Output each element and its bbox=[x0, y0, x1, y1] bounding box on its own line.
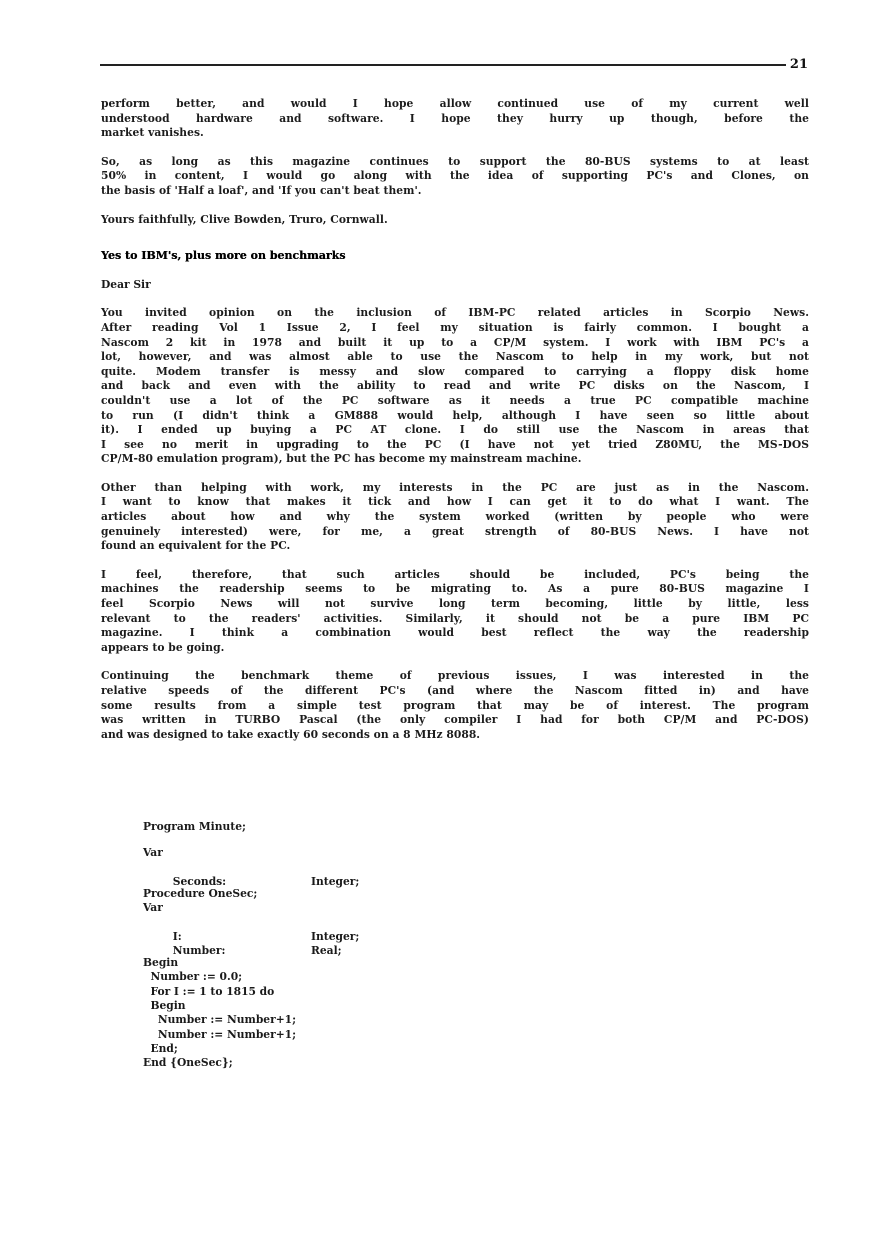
signoff-text: Yours faithfully, Clive Bowden, Truro, Cornwall. bbox=[101, 212, 388, 226]
text-line: After reading Vol 1 Issue 2, I feel my situation is fairly common. I bought a bbox=[101, 320, 809, 334]
code-line: Number := 0.0; bbox=[143, 970, 243, 984]
text-line: I feel, therefore, that such articles should be included, PC's being the bbox=[101, 567, 809, 581]
text-line: was written in TURBO Pascal (the only compiler I had for both CP/M and PC-DOS) bbox=[101, 713, 809, 727]
text-line: couldn't use a lot of the PC software as it needs a true PC compatible machine bbox=[101, 393, 809, 407]
text-line: it). I ended up buying a PC AT clone. I do still use the Nascom in areas that bbox=[101, 423, 809, 437]
text-line: understood hardware and software. I hope they hurry up though, before the bbox=[101, 111, 809, 125]
page-body bbox=[101, 97, 809, 756]
header-rule bbox=[100, 64, 786, 66]
letter-paragraph-2 bbox=[101, 481, 809, 554]
text-line: to run (I didn't think a GM888 would help, although I have seen so little about bbox=[101, 408, 809, 422]
code-declaration bbox=[143, 930, 543, 958]
text-line: and was designed to take exactly 60 seconds on a 8 MHz 8088. bbox=[101, 727, 481, 741]
page-header bbox=[100, 56, 808, 76]
text-line: CP/M-80 emulation program), but the PC has become my mainstream machine. bbox=[101, 452, 582, 466]
letter-paragraph-3 bbox=[101, 568, 809, 656]
code-line: Number := Number+1; bbox=[143, 1027, 297, 1041]
text-line: and back and even with the ability to read and write PC disks on the Nascom, I bbox=[101, 379, 809, 393]
letter-paragraph-4 bbox=[101, 669, 809, 742]
text-line: relevant to the readers' activities. Similarly, it should not be a pure IBM PC bbox=[101, 611, 809, 625]
text-line: appears to be going. bbox=[101, 640, 225, 654]
code-line: For I := 1 to 1815 do bbox=[143, 984, 275, 998]
text-line: genuinely interested) were, for me, a great strength of 80-BUS News. I have not bbox=[101, 524, 809, 538]
text-line: the basis of 'Half a loaf', and 'If you can't beat them'. bbox=[101, 183, 422, 197]
letter-salutation: Dear Sir bbox=[101, 277, 151, 291]
code-line-var: Var bbox=[143, 901, 163, 915]
letter-heading: Yes to IBM's, plus more on benchmarks bbox=[101, 249, 346, 263]
code-decl-type: Integer; bbox=[311, 929, 360, 943]
code-line-var: Var bbox=[143, 846, 163, 860]
code-decl-name: Number: bbox=[165, 944, 226, 958]
code-line: End; bbox=[143, 1041, 178, 1055]
code-line: End {OneSec}; bbox=[143, 1056, 233, 1070]
text-line: market vanishes. bbox=[101, 126, 204, 140]
text-line: perform better, and would I hope allow continued use of my current well bbox=[101, 97, 809, 110]
text-line: Nascom 2 kit in 1978 and built it up to a CP/M system. I work with IBM PC's a bbox=[101, 335, 809, 349]
text-line: I see no merit in upgrading to the PC (I have not yet tried Z80MU, the MS-DOS bbox=[101, 437, 809, 451]
code-decl-type: Integer; bbox=[311, 874, 360, 888]
code-line: Number := Number+1; bbox=[143, 1013, 297, 1027]
code-spacer bbox=[143, 834, 543, 846]
code-declaration bbox=[143, 915, 543, 943]
continued-paragraph-1 bbox=[101, 97, 809, 141]
text-line: relative speeds of the different PC's (and where the Nascom fitted in) and have bbox=[101, 684, 809, 697]
text-line: So, as long as this magazine continues to support the 80-BUS systems to at least bbox=[101, 154, 809, 168]
text-line: found an equivalent for the PC. bbox=[101, 539, 291, 553]
text-line: 50% in content, I would go along with the idea of supporting PC's and Clones, on bbox=[101, 169, 809, 183]
text-line: Other than helping with work, my interests in the PC are just as in the Nascom. bbox=[101, 480, 809, 494]
text-line: lot, however, and was almost able to use the Nascom to help in my work, but not bbox=[101, 350, 809, 364]
letter-signoff bbox=[101, 213, 809, 228]
code-decl-type: Real; bbox=[311, 944, 342, 958]
text-line: Continuing the benchmark theme of previous issues, I was interested in the bbox=[101, 669, 809, 683]
code-declaration bbox=[143, 861, 543, 888]
code-decl-name: Seconds: bbox=[165, 874, 227, 888]
code-line-program: Program Minute; bbox=[143, 820, 246, 833]
text-line: some results from a simple test program that may be of interest. The program bbox=[101, 698, 809, 712]
text-line: machines the readership seems to be migrating to. As a pure 80-BUS magazine I bbox=[101, 582, 809, 596]
text-line: magazine. I think a combination would best reflect the way the readership bbox=[101, 626, 809, 640]
code-line: Begin bbox=[143, 998, 186, 1012]
page-number: 21 bbox=[789, 57, 808, 72]
code-decl-name: I: bbox=[165, 929, 182, 943]
code-listing bbox=[143, 820, 543, 1070]
text-line: articles about how and why the system worked (written by people who were bbox=[101, 510, 809, 524]
continued-paragraph-2 bbox=[101, 155, 809, 199]
text-line: quite. Modem transfer is messy and slow compared to carrying a floppy disk home bbox=[101, 364, 809, 378]
code-line-procedure: Procedure OneSec; bbox=[143, 886, 258, 900]
code-line: Begin bbox=[143, 956, 179, 970]
text-line: I want to know that makes it tick and how I can get it to do what I want. The bbox=[101, 495, 809, 509]
text-line: You invited opinion on the inclusion of IBM-PC related articles in Scorpio News. bbox=[101, 306, 809, 320]
text-line: feel Scorpio News will not survive long term becoming, little by little, less bbox=[101, 597, 809, 611]
letter-paragraph-1 bbox=[101, 306, 809, 467]
